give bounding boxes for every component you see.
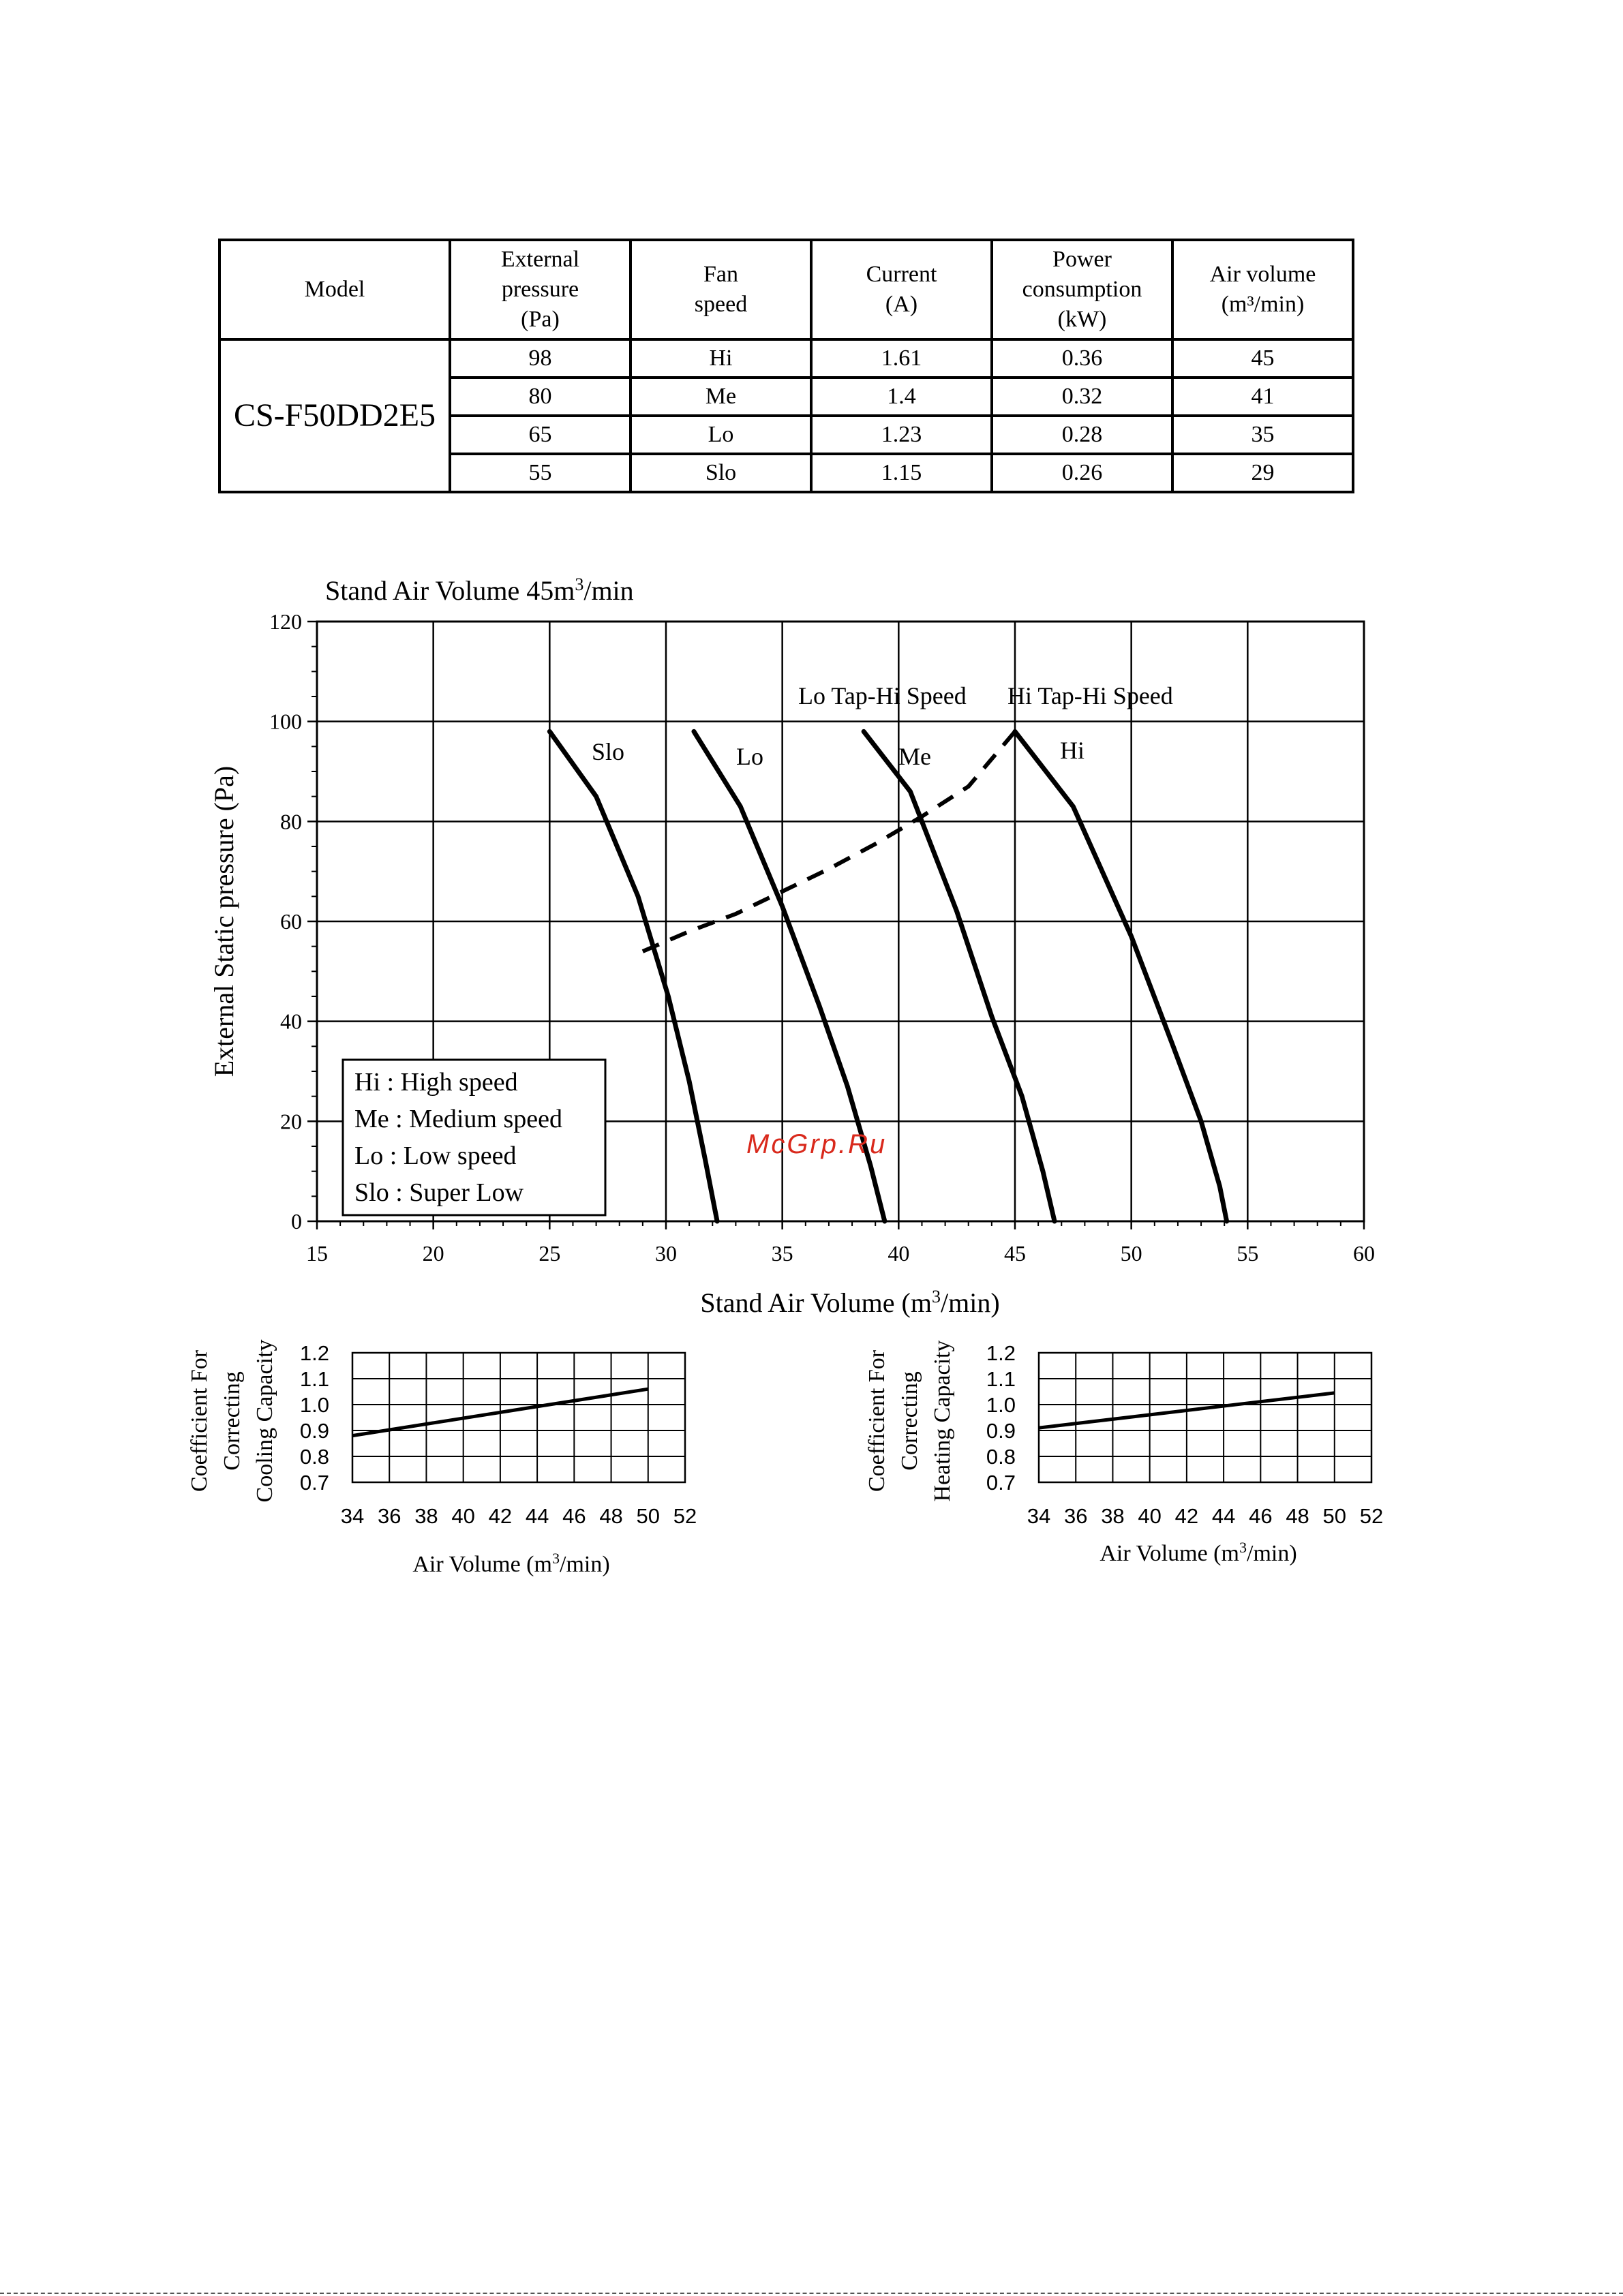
coefficient-axis-label: Coefficient For <box>187 1349 212 1493</box>
y-tick-label: 1.2 <box>986 1341 1016 1365</box>
x-tick-label: 52 <box>673 1504 697 1528</box>
x-tick-label: 50 <box>1322 1504 1347 1528</box>
x-tick-label: 38 <box>414 1504 438 1528</box>
y-tick-label: 0 <box>291 1209 302 1234</box>
x-tick-label: 44 <box>525 1504 549 1528</box>
y-tick-label: 1.1 <box>299 1367 329 1391</box>
x-axis-label: Stand Air Volume $(m^3/\min)$ <box>700 1286 1000 1318</box>
y-tick-label: 0.9 <box>299 1419 329 1443</box>
table-cell: 0.28 <box>992 416 1172 454</box>
table-cell: Lo <box>631 416 811 454</box>
table-cell: 29 <box>1172 454 1353 492</box>
header-text-line: (kW) <box>1057 307 1107 333</box>
x-tick-label: 15 <box>306 1241 328 1266</box>
x-tick-label: 34 <box>340 1504 365 1528</box>
x-tick-label: 55 <box>1237 1241 1259 1266</box>
y-tick-label: 20 <box>280 1109 302 1134</box>
coefficient-axis-label: Correcting <box>219 1371 245 1471</box>
y-tick-label: 1.0 <box>299 1393 329 1417</box>
header-text-line: External <box>500 246 580 272</box>
table-cell: 0.32 <box>992 378 1172 416</box>
y-tick-label: 120 <box>269 609 302 634</box>
y-tick-label: 0.7 <box>299 1471 329 1495</box>
table-cell: 41 <box>1172 378 1353 416</box>
table-cell: 0.36 <box>992 339 1172 378</box>
x-tick-label: 48 <box>599 1504 623 1528</box>
x-tick-label: 25 <box>539 1241 561 1266</box>
table-cell: 65 <box>450 416 631 454</box>
x-tick-label: 46 <box>1249 1504 1273 1528</box>
x-tick-label: 50 <box>636 1504 661 1528</box>
header-text-line: (m³/min) <box>1221 292 1305 317</box>
y-tick-label: 80 <box>280 809 302 834</box>
page-bottom-divider <box>0 2293 1623 2294</box>
x-tick-label: 40 <box>888 1241 910 1266</box>
coefficient-axis-label: Cooling Capacity <box>252 1339 277 1503</box>
header-text-line: Fan <box>703 261 738 287</box>
legend-entry: Slo : Super Low <box>354 1178 524 1207</box>
x-tick-label: 36 <box>1063 1504 1088 1528</box>
header-text-line: consumption <box>1022 276 1142 302</box>
x-tick-label: 34 <box>1027 1504 1051 1528</box>
x-tick-label: 60 <box>1353 1241 1375 1266</box>
x-tick-label: 36 <box>377 1504 401 1528</box>
coefficient-axis-label: Coefficient For <box>864 1349 890 1493</box>
coefficient-plot-frame <box>352 1353 685 1482</box>
x-tick-label: 44 <box>1211 1504 1236 1528</box>
x-tick-label: 48 <box>1286 1504 1309 1528</box>
x-tick-label: 38 <box>1101 1504 1125 1528</box>
table-cell: 45 <box>1172 339 1353 378</box>
header-model-text: Model <box>304 276 365 302</box>
header-text-line: pressure <box>501 276 579 302</box>
x-tick-label: 40 <box>1138 1504 1162 1528</box>
x-tick-label: 30 <box>655 1241 677 1266</box>
coefficient-plot-frame <box>1039 1353 1371 1482</box>
series-line-me <box>864 731 1055 1221</box>
table-cell: Slo <box>631 454 811 492</box>
x-tick-label: 40 <box>451 1504 475 1528</box>
y-tick-label: 40 <box>280 1009 302 1034</box>
legend-entry: Lo : Low speed <box>354 1142 517 1170</box>
y-tick-label: 1.1 <box>986 1367 1016 1391</box>
coefficient-x-axis-label: Air Volume $(m^3/\min)$ <box>1099 1538 1297 1566</box>
x-tick-label: 52 <box>1359 1504 1384 1528</box>
header-text-line: (Pa) <box>521 307 560 333</box>
coefficient-axis-label: Heating Capacity <box>930 1340 955 1502</box>
legend-entry: Me : Medium speed <box>354 1105 563 1133</box>
table-cell: 80 <box>450 378 631 416</box>
coefficient-x-axis-label: Air Volume $(m^3/\min)$ <box>412 1549 610 1577</box>
curve-annotation: Hi <box>1060 737 1084 764</box>
table-cell: 0.26 <box>992 454 1172 492</box>
y-tick-label: 0.8 <box>299 1445 329 1469</box>
curve-annotation: Lo <box>736 743 763 770</box>
y-tick-label: 0.7 <box>986 1471 1016 1495</box>
table-cell: 1.4 <box>811 378 992 416</box>
y-tick-label: 0.8 <box>986 1445 1016 1469</box>
table-cell: Me <box>631 378 811 416</box>
table-cell: 55 <box>450 454 631 492</box>
curve-annotation: Lo Tap-Hi Speed <box>798 682 967 709</box>
header-text-line: Current <box>866 261 937 287</box>
chart-title: Stand Air Volume $45m^3/\min$ <box>325 574 634 606</box>
y-tick-label: 0.9 <box>986 1419 1016 1443</box>
table-cell: 35 <box>1172 416 1353 454</box>
y-tick-label: 1.2 <box>299 1341 329 1365</box>
table-cell: 1.15 <box>811 454 992 492</box>
curve-annotation: Me <box>898 743 931 770</box>
x-tick-label: 45 <box>1004 1241 1026 1266</box>
curve-annotation: Slo <box>592 738 625 765</box>
model-cell: CS-F50DD2E5 <box>219 339 450 492</box>
coefficient-axis-label: Correcting <box>897 1371 922 1471</box>
x-tick-label: 46 <box>562 1504 586 1528</box>
y-tick-label: 60 <box>280 909 302 934</box>
x-tick-label: 42 <box>488 1504 513 1528</box>
x-tick-label: 35 <box>771 1241 793 1266</box>
x-tick-label: 20 <box>422 1241 444 1266</box>
watermark: McGrp.Ru <box>746 1129 888 1159</box>
header-text-line: Air volume <box>1209 261 1316 287</box>
table-cell: Hi <box>631 339 811 378</box>
series-line-hi <box>1015 731 1227 1221</box>
y-tick-label: 1.0 <box>986 1393 1016 1417</box>
header-text-line: (A) <box>885 292 918 317</box>
header-text-line: speed <box>694 292 748 317</box>
x-tick-label: 50 <box>1120 1241 1142 1266</box>
legend-entry: Hi : High speed <box>354 1068 518 1097</box>
table-cell: 1.23 <box>811 416 992 454</box>
y-axis-label: External Static pressure (Pa) <box>209 765 239 1077</box>
curve-annotation: Hi Tap-Hi Speed <box>1007 682 1173 709</box>
table-cell: 98 <box>450 339 631 378</box>
header-text-line: Power <box>1052 246 1112 272</box>
x-tick-label: 42 <box>1174 1504 1199 1528</box>
table-cell: 1.61 <box>811 339 992 378</box>
y-tick-label: 100 <box>269 709 302 734</box>
